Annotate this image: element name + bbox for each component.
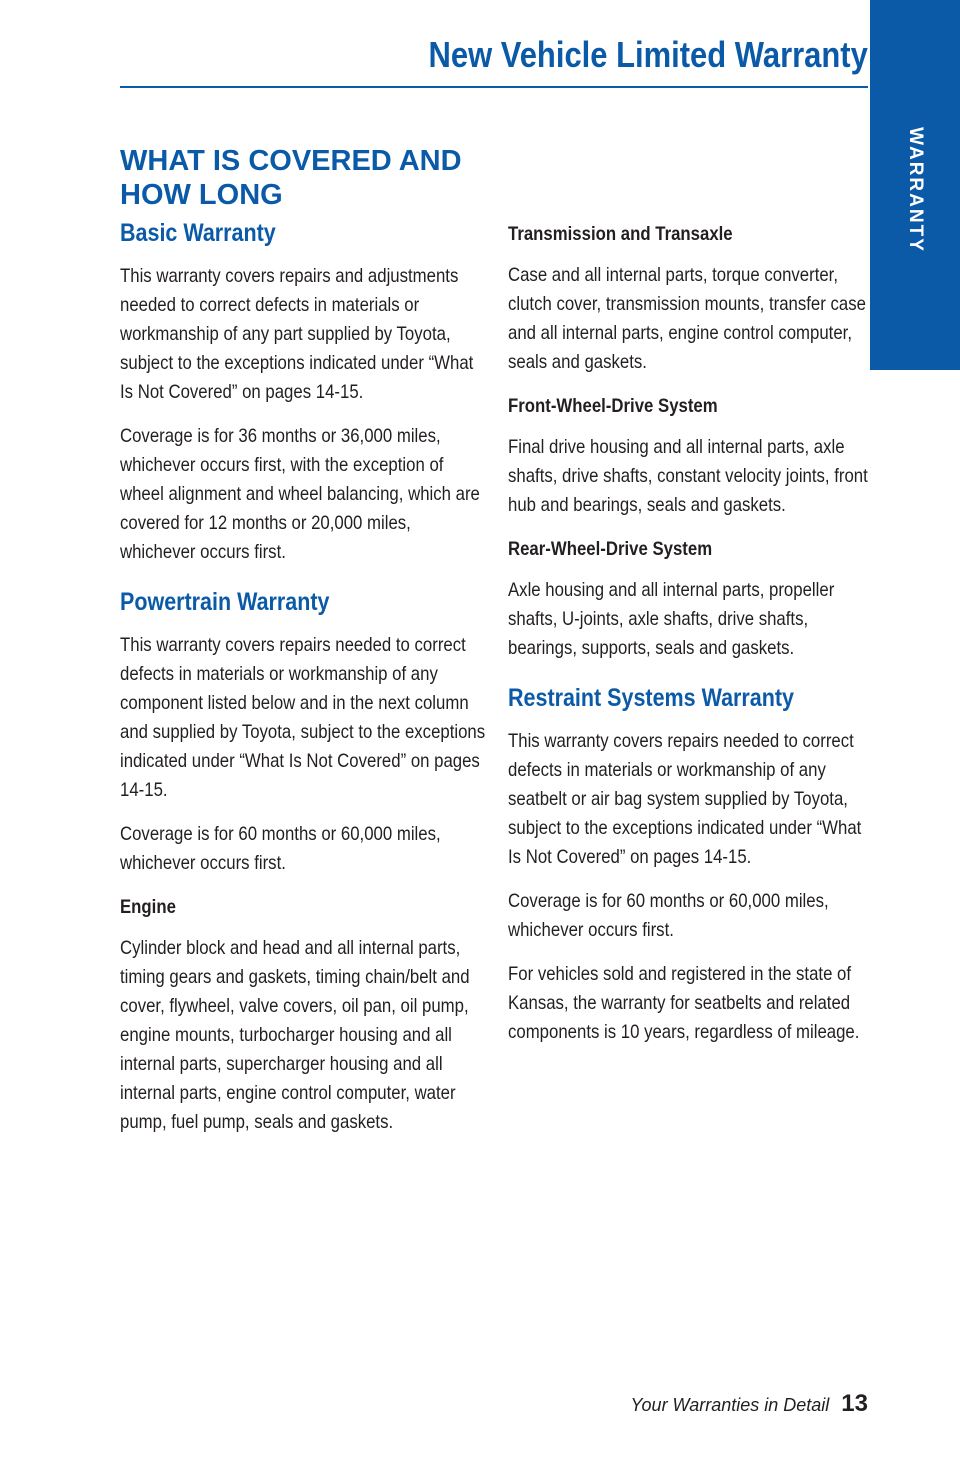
fwd-text: Final drive housing and all internal parts, axle shafts, drive shafts, constant velocity joints, front hub and bearings, seals and gaskets.: [508, 436, 868, 516]
engine-label: Engine: [120, 896, 176, 918]
restraint-warranty-paragraph-3: For vehicles sold and registered in the state of Kansas, the warranty for seatbelts and related components is 10 years, regardless of mileage.: [508, 963, 860, 1043]
section-title: WHAT IS COVERED AND HOW LONG: [120, 145, 462, 211]
right-column: [508, 216, 876, 1062]
powertrain-warranty-heading: Powertrain Warranty: [120, 588, 330, 616]
header-rule: [120, 86, 868, 88]
transmission-label: Transmission and Transaxle: [508, 223, 733, 245]
side-tab: [870, 0, 960, 370]
restraint-warranty-paragraph-2: Coverage is for 60 months or 60,000 miles, whichever occurs first.: [508, 890, 829, 941]
left-column: [120, 216, 488, 1152]
powertrain-warranty-paragraph-2: Coverage is for 60 months or 60,000 miles, whichever occurs first.: [120, 823, 441, 874]
page-header-title: New Vehicle Limited Warranty: [428, 34, 868, 75]
page-footer: [631, 1390, 868, 1418]
rwd-label: Rear-Wheel-Drive System: [508, 538, 713, 560]
powertrain-warranty-paragraph-1: This warranty covers repairs needed to correct defects in materials or workmanship of any component listed below and in the next column and supplied by Toyota, subject to the exceptions indicated under “What Is Not Covered” on pages 14-15.: [120, 634, 486, 801]
side-tab-label: WARRANTY: [905, 127, 926, 253]
engine-text: Cylinder block and head and all internal parts, timing gears and gaskets, timing chain/belt and cover, flywheel, valve covers, oil pan, oil pump, engine mounts, turbocharger housing and all internal parts, supercharger housing and all internal parts, engine control computer, water pump, fuel pump, seals and gaskets.: [120, 937, 470, 1133]
footer-text: Your Warranties in Detail: [630, 1395, 830, 1415]
basic-warranty-paragraph-1: This warranty covers repairs and adjustments needed to correct defects in materials or workmanship of any part supplied by Toyota, subject to the exceptions indicated under “What Is Not Covered” on pages 14-15.: [120, 265, 474, 403]
basic-warranty-heading: Basic Warranty: [120, 219, 276, 247]
rwd-text: Axle housing and all internal parts, propeller shafts, U-joints, axle shafts, drive shafts, bearings, supports, seals and gaskets.: [508, 579, 835, 659]
basic-warranty-paragraph-2: Coverage is for 36 months or 36,000 miles, whichever occurs first, with the exception of wheel alignment and wheel balancing, which are covered for 12 months or 20,000 miles, whichever occurs first.: [120, 425, 480, 563]
fwd-label: Front-Wheel-Drive System: [508, 395, 718, 417]
restraint-warranty-heading: Restraint Systems Warranty: [508, 684, 794, 712]
page-number: 13: [841, 1390, 868, 1417]
transmission-text: Case and all internal parts, torque converter, clutch cover, transmission mounts, transfer case and all internal parts, engine control computer, seals and gaskets.: [508, 264, 866, 373]
restraint-warranty-paragraph-1: This warranty covers repairs needed to correct defects in materials or workmanship of any seatbelt or air bag system supplied by Toyota, subject to the exceptions indicated under “What Is Not Covered” on pages 14-15.: [508, 730, 862, 868]
